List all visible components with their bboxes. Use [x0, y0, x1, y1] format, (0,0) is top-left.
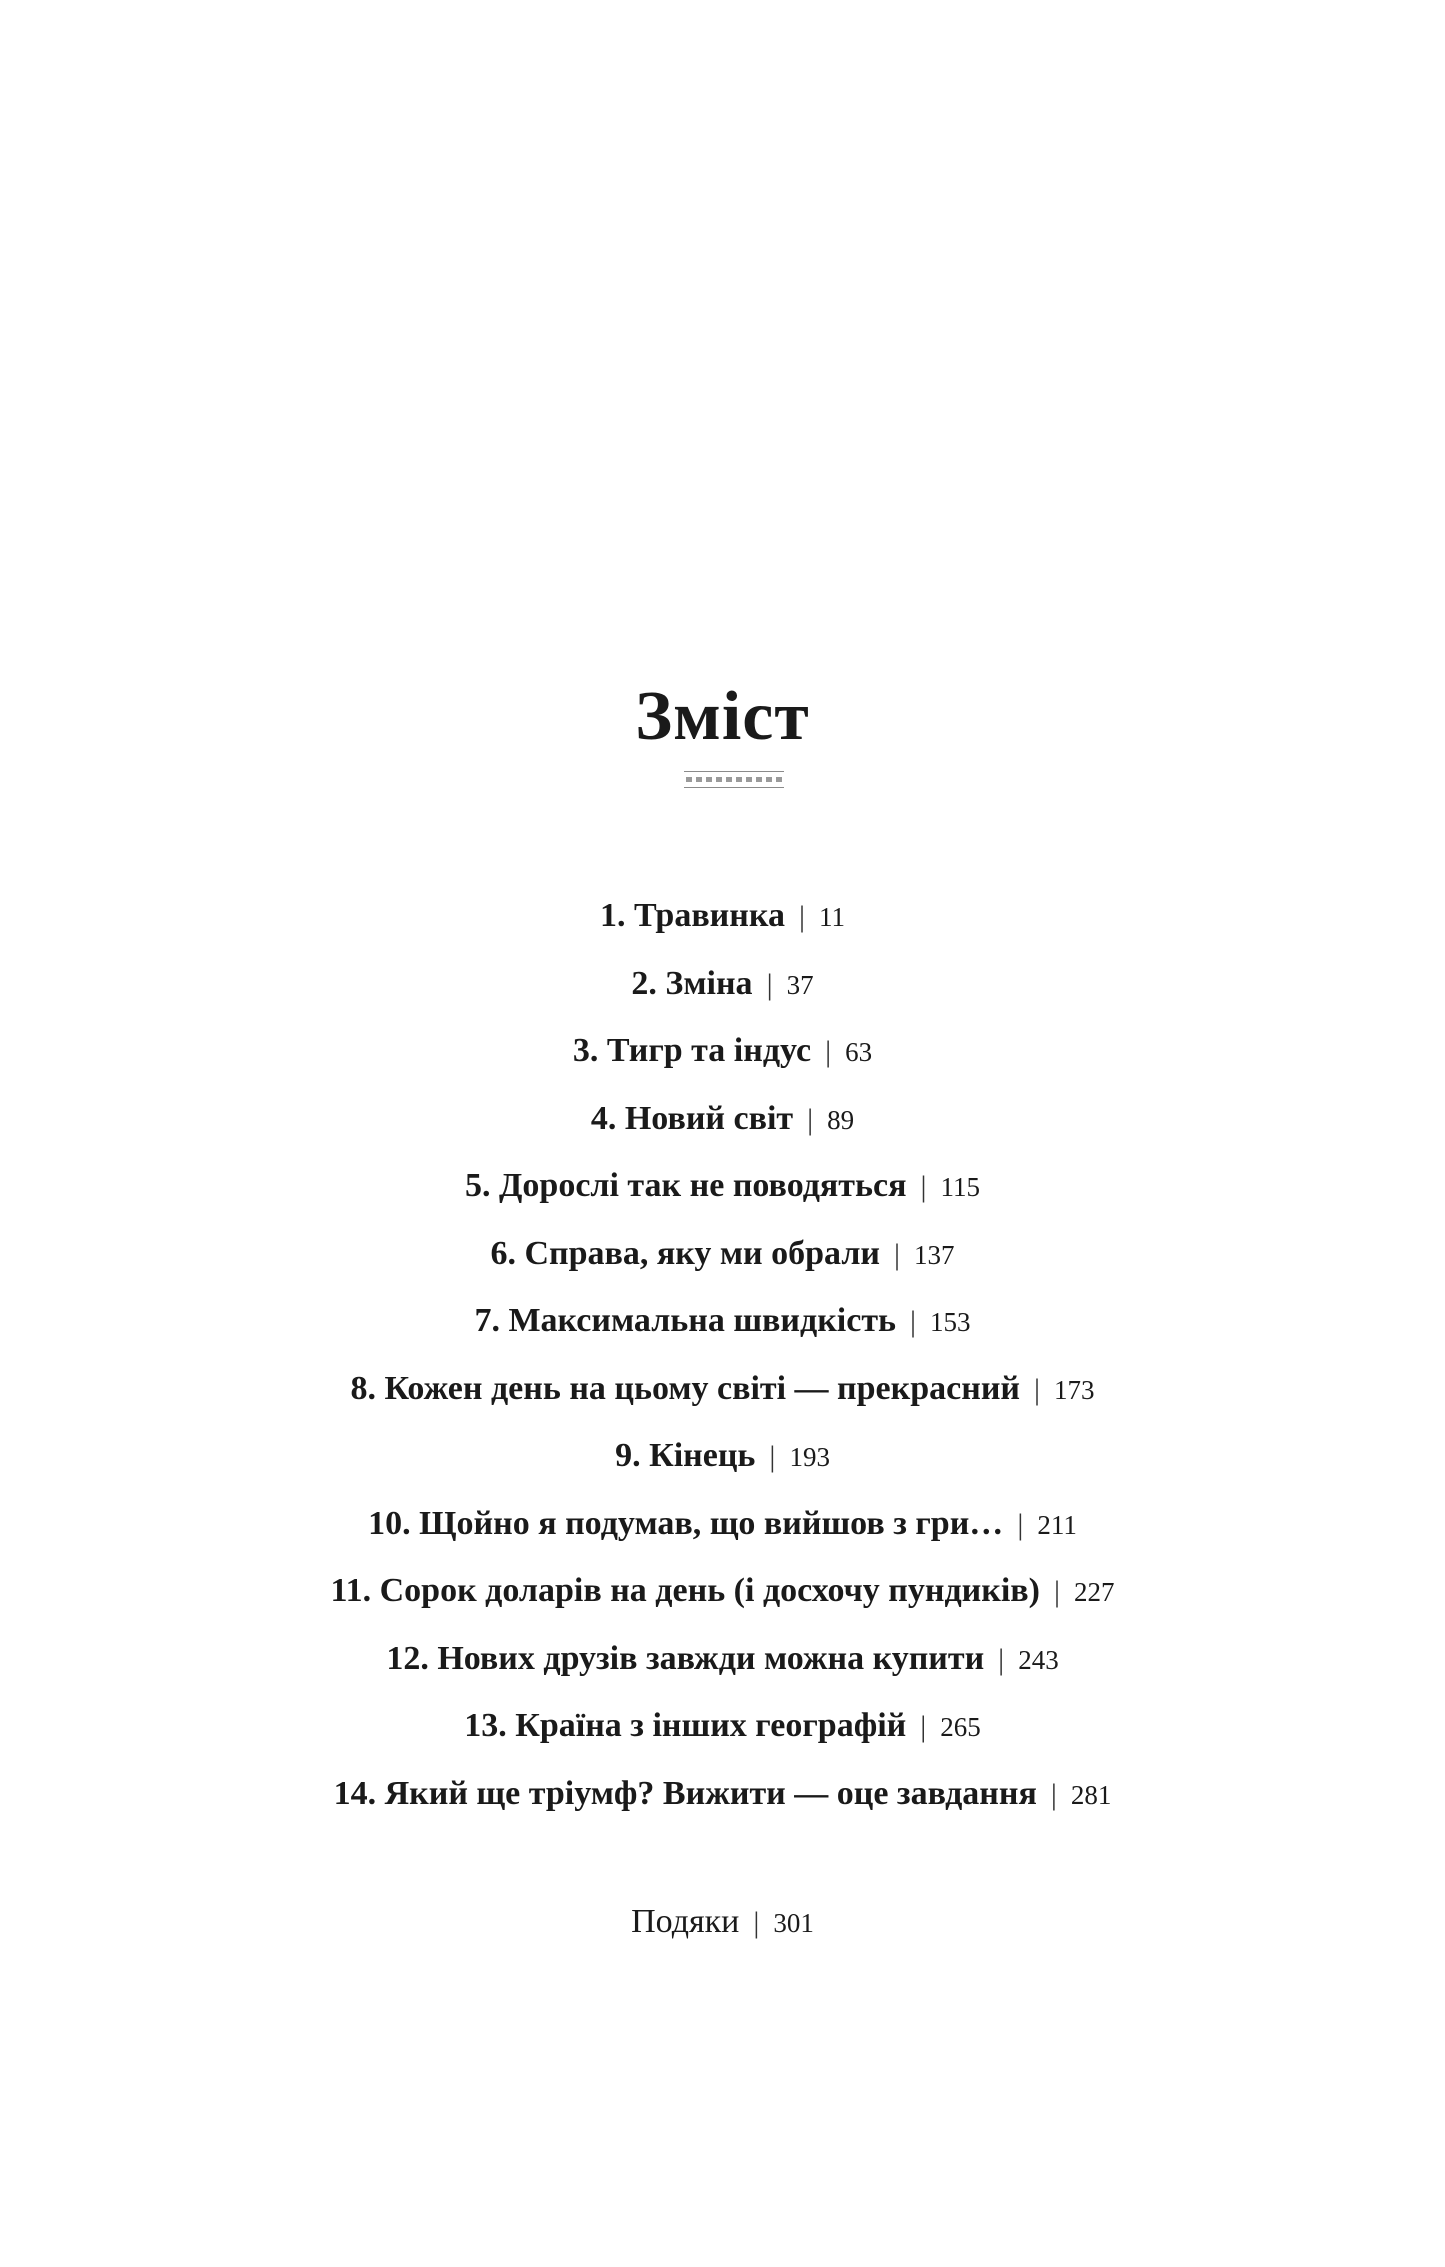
separator: |: [920, 1710, 927, 1743]
acknowledgements-title: Подяки: [631, 1903, 740, 1940]
separator: |: [1050, 1777, 1057, 1811]
page-number: 227: [1073, 1577, 1115, 1607]
toc-entry-9[interactable]: [0, 1422, 1445, 1490]
page-number: 11: [818, 902, 845, 932]
toc-entry-2[interactable]: [0, 950, 1445, 1018]
toc-entry-7[interactable]: [0, 1287, 1445, 1355]
toc-entry-6[interactable]: [0, 1220, 1445, 1288]
table-of-contents: [0, 882, 1445, 1827]
separator: |: [766, 967, 773, 1001]
page-number: 37: [786, 969, 814, 1000]
page-number: 89: [827, 1104, 855, 1135]
chapter-title: 9. Кінець: [615, 1437, 756, 1474]
toc-entry-8[interactable]: [0, 1355, 1445, 1423]
page-number: 115: [940, 1172, 980, 1202]
separator: |: [769, 1440, 776, 1473]
toc-entry-11[interactable]: [0, 1557, 1445, 1625]
separator: |: [825, 1035, 832, 1068]
toc-entry-12[interactable]: [0, 1625, 1445, 1693]
separator: |: [998, 1642, 1005, 1676]
chapter-title: 4. Новий світ: [590, 1099, 794, 1137]
separator: |: [920, 1170, 927, 1203]
separator: |: [1034, 1372, 1041, 1406]
page-number: 243: [1018, 1644, 1059, 1675]
page-number: 63: [845, 1037, 873, 1067]
chapter-title: 7. Максимальна швидкість: [474, 1302, 897, 1339]
chapter-title: 2. Зміна: [631, 964, 753, 1002]
decorative-divider: [684, 770, 784, 790]
toc-entry-14[interactable]: [0, 1760, 1445, 1828]
chapter-title: 11. Сорок доларів на день (і досхочу пундиків): [330, 1572, 1040, 1609]
page-number: 153: [930, 1307, 971, 1337]
chapter-title: 14. Який ще тріумф? Вижити — оце завдання: [333, 1774, 1037, 1812]
toc-entry-1[interactable]: [0, 882, 1445, 950]
separator: |: [807, 1102, 814, 1136]
separator: |: [798, 900, 805, 933]
separator: |: [894, 1237, 901, 1271]
chapter-title: 8. Кожен день на цьому світі — прекрасний: [350, 1369, 1020, 1407]
separator: |: [1017, 1507, 1024, 1541]
separator: |: [753, 1906, 760, 1939]
chapter-title: 10. Щойно я подумав, що вийшов з гри…: [368, 1504, 1004, 1542]
chapter-title: 6. Справа, яку ми обрали: [490, 1234, 881, 1272]
page-number: 173: [1054, 1374, 1095, 1405]
page-number: 301: [773, 1908, 814, 1938]
page-title: Зміст: [635, 677, 810, 755]
chapter-title: 1. Травинка: [600, 897, 785, 934]
page-number: 265: [940, 1712, 981, 1742]
page-number: 193: [789, 1442, 830, 1472]
page-number: 211: [1037, 1509, 1077, 1540]
separator: |: [910, 1305, 917, 1338]
toc-entry-acknowledgements[interactable]: [0, 1892, 1445, 1958]
chapter-title: 5. Дорослі так не поводяться: [465, 1167, 907, 1204]
toc-entry-13[interactable]: [0, 1692, 1445, 1760]
divider-dots: [686, 777, 782, 782]
chapter-title: 13. Країна з інших географій: [464, 1707, 907, 1744]
toc-entry-4[interactable]: [0, 1085, 1445, 1153]
divider-rule-bottom: [684, 787, 784, 788]
chapter-title: 12. Нових друзів завжди можна купити: [386, 1639, 985, 1677]
toc-entry-5[interactable]: [0, 1152, 1445, 1220]
chapter-title: 3. Тигр та індус: [572, 1032, 812, 1069]
divider-rule-top: [684, 771, 784, 772]
toc-entry-3[interactable]: [0, 1017, 1445, 1085]
toc-entry-10[interactable]: [0, 1490, 1445, 1558]
page-number: 137: [914, 1239, 955, 1270]
separator: |: [1053, 1575, 1060, 1608]
page-number: 281: [1070, 1779, 1112, 1810]
